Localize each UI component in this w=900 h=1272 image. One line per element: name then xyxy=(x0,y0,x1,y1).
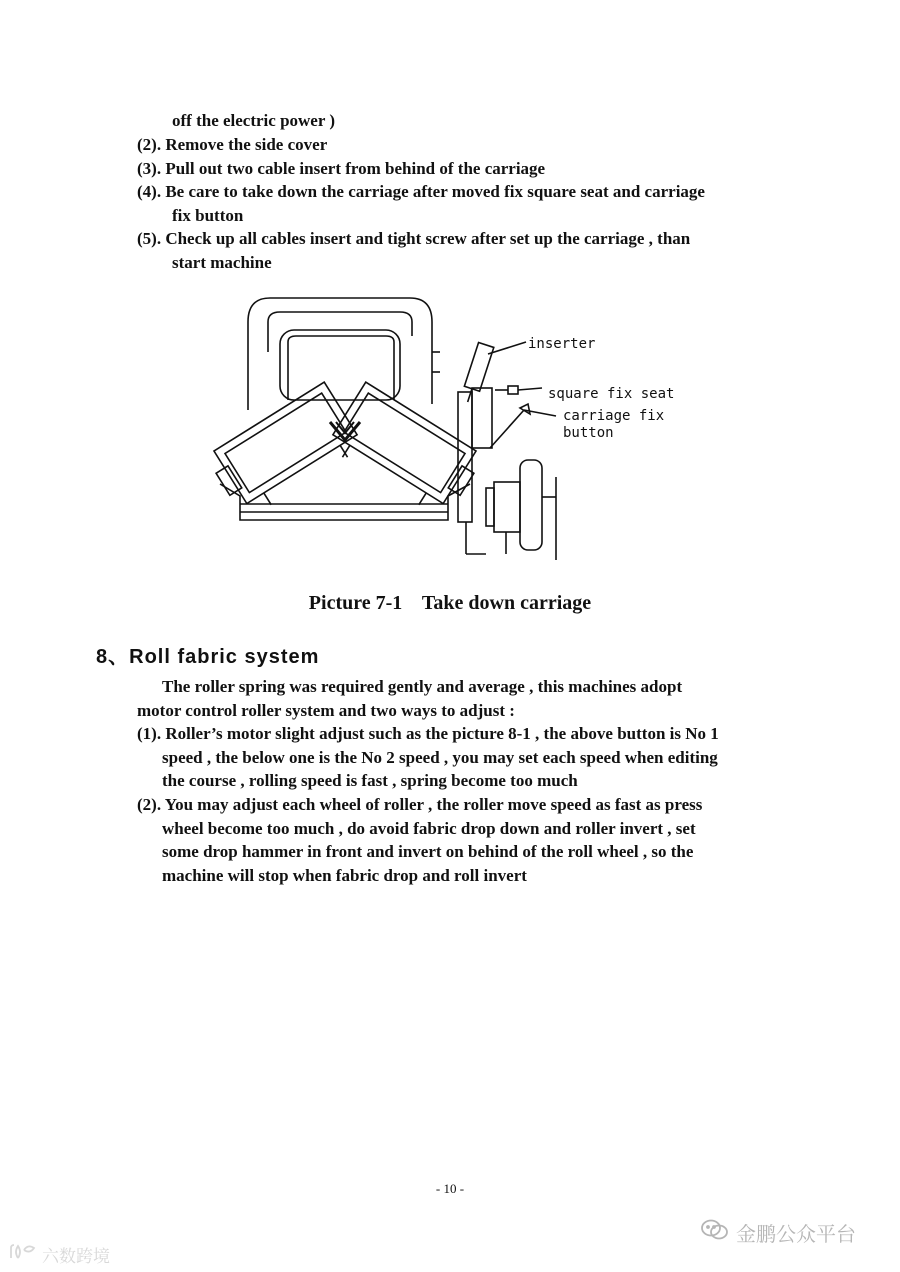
text-line: (2). You may adjust each wheel of roller , the roller move speed as fast as press xyxy=(137,795,703,814)
carriage-diagram xyxy=(190,292,710,567)
text-line: (5). Check up all cables insert and tight screw after set up the carriage , than xyxy=(137,229,691,248)
brand-logo-icon xyxy=(8,1242,38,1267)
text-line: some drop hammer in front and invert on behind of the roll wheel , so the xyxy=(162,842,694,861)
text-line: machine will stop when fabric drop and roll invert xyxy=(162,866,527,885)
watermark-left-text: 六数跨境 xyxy=(42,1247,110,1267)
text-line: start machine xyxy=(172,253,272,272)
label-carriage-fix: carriage fix xyxy=(563,408,665,424)
watermark-left xyxy=(8,1242,110,1267)
wechat-icon xyxy=(700,1218,730,1247)
label-inserter: inserter xyxy=(528,336,596,352)
watermark-right xyxy=(700,1218,856,1247)
text-line: wheel become too much , do avoid fabric drop down and roller invert , set xyxy=(162,819,696,838)
figure-caption: Picture 7-1 Take down carriage xyxy=(308,592,592,614)
label-button: button xyxy=(563,425,614,441)
text-line: fix button xyxy=(172,206,244,225)
text-line: speed , the below one is the No 2 speed , you may set each speed when editing xyxy=(162,748,718,767)
text-line: (3). Pull out two cable insert from behind of the carriage xyxy=(137,159,546,178)
section-heading: 8、Roll fabric system xyxy=(96,646,320,668)
text-line: (2). Remove the side cover xyxy=(137,135,328,154)
watermark-right-text: 金鹏公众平台 xyxy=(736,1222,856,1246)
text-line: off the electric power ) xyxy=(172,111,335,130)
text-line: motor control roller system and two ways to adjust : xyxy=(137,701,515,720)
page-number: - 10 - xyxy=(435,1181,465,1196)
label-square-fix-seat: square fix seat xyxy=(548,386,675,402)
text-line: the course , rolling speed is fast , spring become too much xyxy=(162,771,578,790)
text-line: (4). Be care to take down the carriage after moved fix square seat and carriage xyxy=(137,182,705,201)
text-line: (1). Roller’s motor slight adjust such as the picture 8-1 , the above button is No 1 xyxy=(137,724,719,743)
text-line: The roller spring was required gently and average , this machines adopt xyxy=(162,677,683,696)
